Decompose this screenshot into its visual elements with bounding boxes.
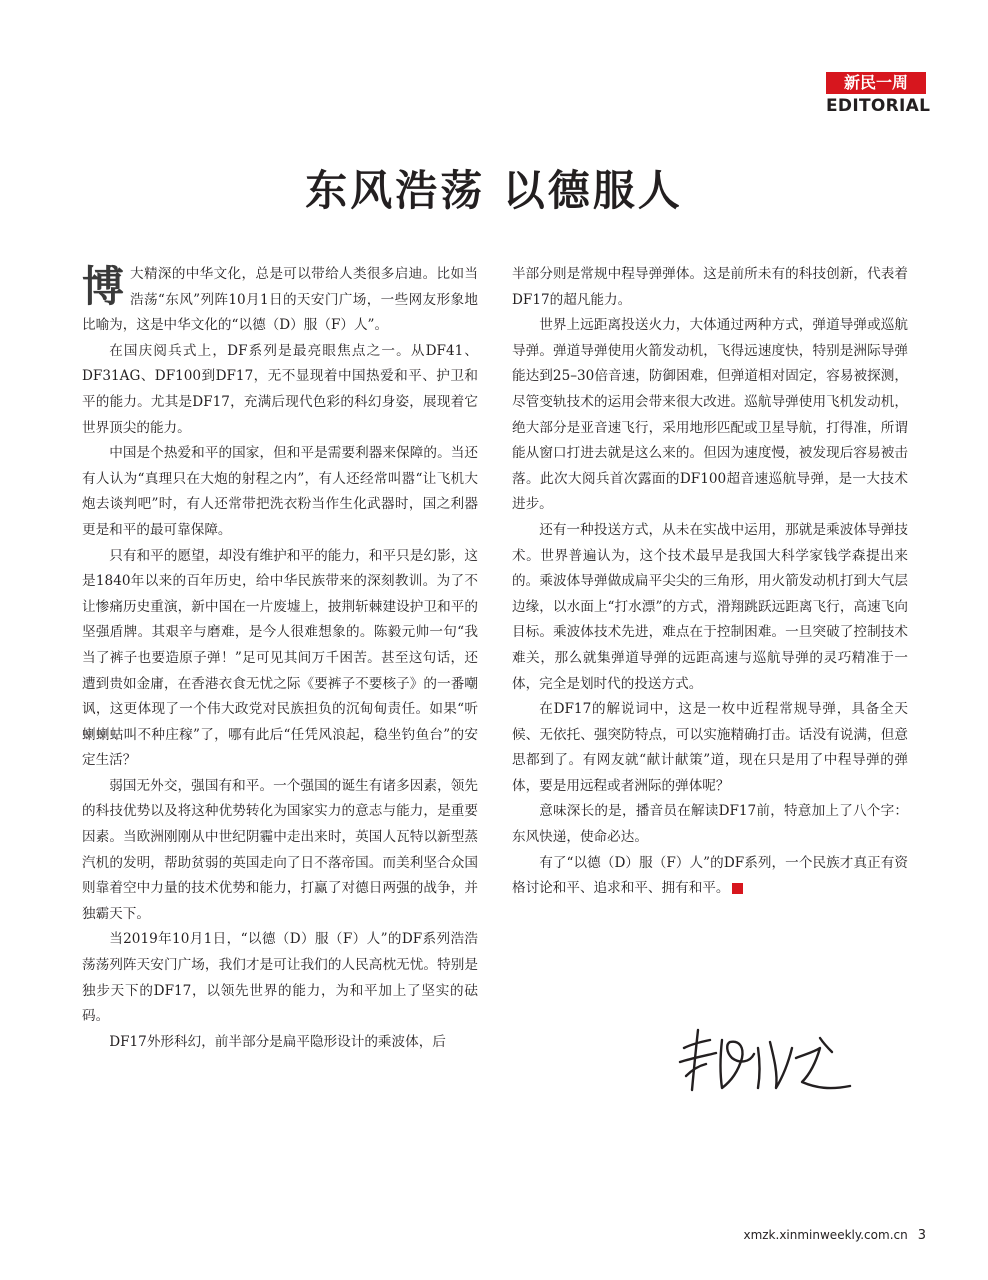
paragraph: [82, 262, 478, 339]
paragraph: 弱国无外交，强国有和平。一个强国的诞生有诸多因素，领先的科技优势以及将这种优势转化为国家实力的意志与能力，是重要因素。当欧洲刚刚从中世纪阴霾中走出来时，英国人瓦特以新型蒸汽机的发明，帮助贫弱的英国走向了日不落帝国。而美利坚合众国则靠着空中力量的技术优势和能力，打赢了对德日两强的战争，并独霸天下。: [82, 777, 478, 922]
paragraph-text: 有了“以德（D）服（F）人”的DF系列，一个民族才真正有资格讨论和平、追求和平、拥有和平。: [512, 854, 908, 897]
article-column-right: [512, 262, 908, 902]
footer-url: xmzk.xinminweekly.com.cn: [743, 1228, 908, 1242]
page-footer: [743, 1228, 926, 1243]
brand-block: [826, 72, 931, 116]
paragraph: 意味深长的是，播音员在解读DF17前，特意加上了八个字：东风快递，使命必达。: [512, 803, 908, 846]
section-label: EDITORIAL: [826, 96, 931, 116]
paragraph: 中国是个热爱和平的国家，但和平是需要利器来保障的。当还有人认为“真理只在大炮的射程之内”，有人还经常叫嚣“让飞机大炮去谈判吧”时，有人还常带把洗衣粉当作生化武器时，国之利器更是和平的最可靠保障。: [82, 445, 478, 538]
paragraph: [512, 851, 908, 902]
page-number: 3: [917, 1228, 926, 1243]
article-column-left: [82, 262, 478, 1055]
paragraph: 当2019年10月1日，“以德（D）服（F）人”的DF系列浩浩荡荡列阵天安门广场，我们才是可让我们的人民高枕无忧。特别是独步天下的DF17，以领先世界的能力，为和平加上了坚实的砝码。: [82, 931, 478, 1025]
paragraph: 半部分则是常规中程导弹弹体。这是前所未有的科技创新，代表着DF17的超凡能力。: [512, 266, 908, 308]
paragraph: 世界上远距离投送火力，大体通过两种方式，弹道导弹或巡航导弹。弹道导弹使用火箭发动机，飞得远速度快，特别是洲际导弹能达到25–30倍音速，防御困难，但弹道相对固定，容易被探测，尽管变轨技术的运用会带来很大改进。巡航导弹使用飞机发动机，绝大部分是亚音速飞行，采用地形匹配或卫星导航，打得准，所谓能从窗口打进去就是这么来的。但因为速度慢，被发现后容易被击落。此次大阅兵首次露面的DF100超音速巡航导弹，是一大技术进步。: [512, 317, 908, 513]
page-title: 东风浩荡 以德服人: [305, 166, 683, 215]
end-mark-icon: 民: [732, 883, 743, 894]
drop-cap: 博: [82, 262, 125, 311]
paragraph: 只有和平的愿望，却没有维护和平的能力，和平只是幻影，这是1840年以来的百年历史，给中华民族带来的深刻教训。为了不让惨痛历史重演，新中国在一片废墟上，披荆斩棘建设护卫和平的坚强盾牌。其艰辛与磨难，是今人很难想象的。陈毅元帅一句“我当了裤子也要造原子弹！”足可见其间万千困苦。甚至这句话，还遭到贵如金庸，在香港衣食无忧之际《要裤子不要核子》的一番嘲讽，这更体现了一个伟大政党对民族担负的沉甸甸责任。如果“听蝲蝲蛄叫不种庄稼”了，哪有此后“任凭风浪起，稳坐钓鱼台”的安定生活？: [82, 547, 478, 769]
paragraph: DF17外形科幻，前半部分是扁平隐形设计的乘波体，后: [109, 1033, 446, 1050]
brand-logo-cn: 新民一周: [826, 72, 926, 94]
paragraph-text: 大精深的中华文化，总是可以带给人类很多启迪。比如当浩荡“东风”列阵10月1日的天安门广场，一些网友形象地比喻为，这是中华文化的“以德（D）服（F）人”。: [82, 266, 478, 334]
paragraph: 还有一种投送方式，从未在实战中运用，那就是乘波体导弹技术。世界普遍认为，这个技术最早是我国大科学家钱学森提出来的。乘波体导弹做成扁平尖尖的三角形，用火箭发动机打到大气层边缘，以水面上“打水漂”的方式，滑翔跳跃远距离飞行，高速飞向目标。乘波体技术先进，难点在于控制困难。一旦突破了控制技术难关，那么就集弹道导弹的远距高速与巡航导弹的灵巧精准于一体，完全是划时代的投送方式。: [512, 521, 908, 692]
paragraph: 在DF17的解说词中，这是一枚中近程常规导弹，具备全天候、无依托、强突防特点，可以实施精确打击。话没有说满，但意思都到了。有网友就“献计献策”道，现在只是用了中程导弹的弹体，要是用远程或者洲际的弹体呢？: [512, 701, 908, 794]
paragraph: 在国庆阅兵式上，DF系列是最亮眼焦点之一。从DF41、DF31AG、DF100到DF17，无不显现着中国热爱和平、护卫和平的能力。尤其是DF17，充满后现代色彩的科幻身姿，展现着它世界顶尖的能力。: [82, 342, 478, 436]
author-signature: [670, 1018, 860, 1098]
